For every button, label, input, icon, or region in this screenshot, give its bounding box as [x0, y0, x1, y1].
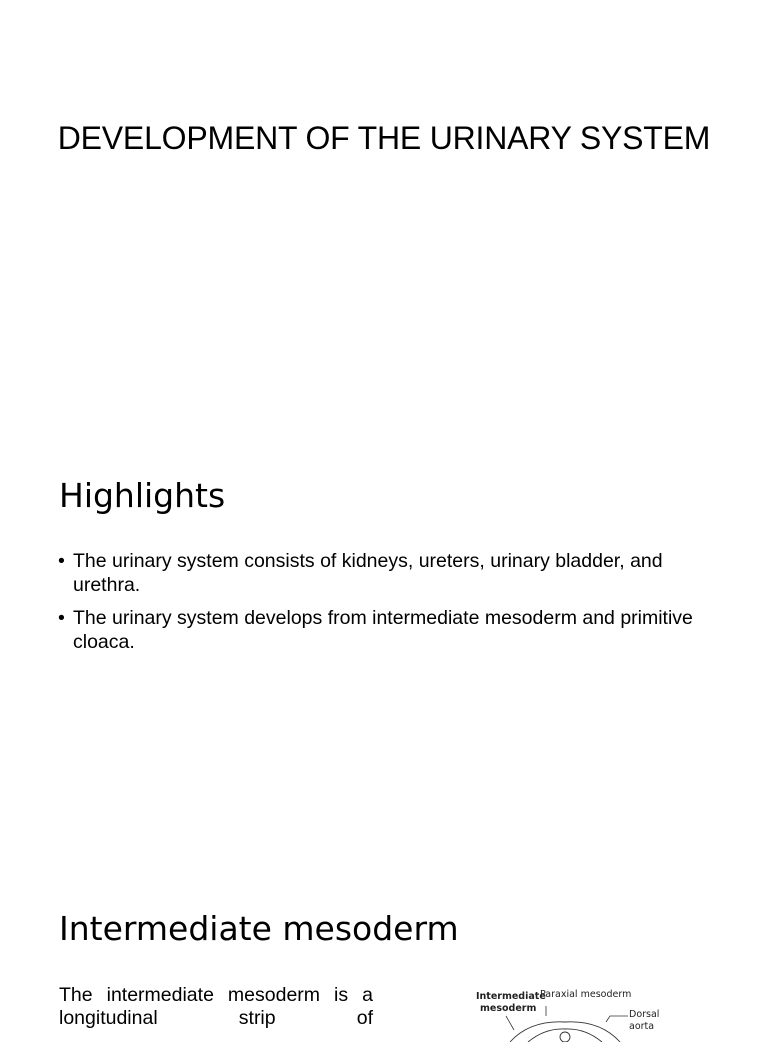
bullet-item — [58, 606, 718, 654]
figure-label-intermediate-mesoderm-line2: mesoderm — [480, 1003, 537, 1014]
bullet-text: The urinary system consists of kidneys, ureters, urinary bladder, and urethra. — [73, 550, 663, 596]
slide-heading: Highlights — [59, 476, 226, 515]
bullet-marker: • — [58, 607, 65, 629]
figure-label-dorsal-aorta-line2: aorta — [629, 1021, 655, 1032]
figure-label-dorsal-aorta: Dorsal — [629, 1009, 660, 1020]
slide-highlights — [0, 432, 768, 864]
slide-intermediate-mesoderm — [0, 864, 768, 1032]
figure-leader-line — [506, 1016, 514, 1030]
figure-label-paraxial-mesoderm: Paraxial mesoderm — [540, 989, 632, 1000]
slide-title — [0, 0, 768, 432]
bullet-item — [58, 549, 718, 597]
figure-leader-line — [606, 1016, 628, 1022]
body-paragraph: The intermediate mesoderm is a longitudinal strip of — [59, 984, 373, 1029]
figure-label-intermediate-mesoderm: Intermediate — [476, 991, 546, 1002]
embryo-cross-section-figure — [470, 982, 710, 1042]
figure-neural-tube — [560, 1032, 570, 1042]
bullet-text: The urinary system develops from intermediate mesoderm and primitive cloaca. — [73, 607, 693, 653]
bullet-marker: • — [58, 550, 65, 572]
bullet-list — [58, 549, 718, 663]
presentation-title: DEVELOPMENT OF THE URINARY SYSTEM — [57, 120, 711, 156]
slide-heading: Intermediate mesoderm — [59, 909, 459, 948]
figure-outline — [528, 1029, 602, 1042]
